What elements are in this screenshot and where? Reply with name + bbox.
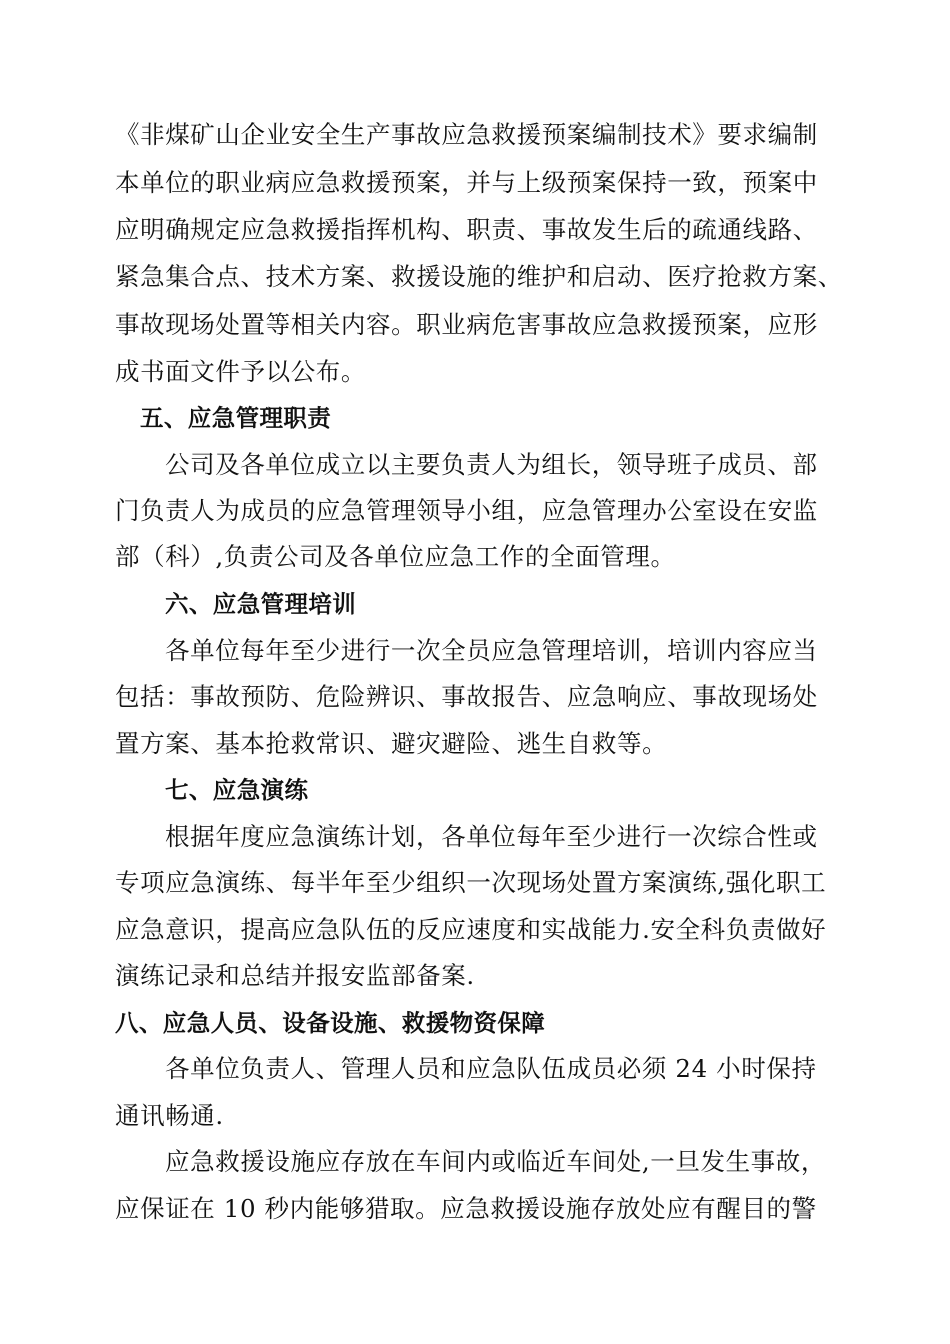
section-7-line-4: 演练记录和总结并报安监部备案. [115,961,475,990]
intro-line-3: 应明确规定应急救援指挥机构、职责、事故发生后的疏通线路、 [115,215,818,244]
intro-line-6: 成书面文件予以公布。 [115,357,366,386]
section-6-line-3: 置方案、基本抢救常识、避灾避险、逃生自救等。 [115,729,668,758]
section-5-line-2: 门负责人为成员的应急管理领导小组，应急管理办公室设在安监 [115,496,818,525]
intro-line-4: 紧急集合点、技术方案、救援设施的维护和启动、医疗抢救方案、 [115,262,843,291]
section-7-heading: 七、应急演练 [165,776,309,804]
section-5-line-3: 部（科）,负责公司及各单位应急工作的全面管理。 [115,542,676,571]
section-6-line-2: 包括：事故预防、危险辨识、事故报告、应急响应、事故现场处 [115,682,818,711]
section-6-line-1: 各单位每年至少进行一次全员应急管理培训，培训内容应当 [165,636,818,665]
section-6-heading: 六、应急管理培训 [165,590,357,618]
section-8-para2-line-2: 应保证在 10 秒内能够猎取。应急救援设施存放处应有醒目的警 [115,1194,817,1223]
section-8-para2-line-1: 应急救援设施应存放在车间内或临近车间处,一旦发生事故， [165,1147,826,1176]
section-7-line-1: 根据年度应急演练计划，各单位每年至少进行一次综合性或 [165,822,818,851]
section-7-line-2: 专项应急演练、每半年至少组织一次现场处置方案演练,强化职工 [115,868,827,897]
intro-line-2: 本单位的职业病应急救援预案，并与上级预案保持一致，预案中 [115,168,818,197]
section-5-heading: 五、应急管理职责 [140,404,332,432]
intro-line-5: 事故现场处置等相关内容。职业病危害事故应急救援预案，应形 [115,310,818,339]
section-8-para1-line-2: 通讯畅通. [115,1101,224,1130]
section-8-heading: 八、应急人员、设备设施、救援物资保障 [115,1009,546,1037]
section-5-line-1: 公司及各单位成立以主要负责人为组长，领导班子成员、部 [165,450,818,479]
intro-line-1: 《非煤矿山企业安全生产事故应急救援预案编制技术》要求编制 [115,120,818,149]
section-8-para1-line-1: 各单位负责人、管理人员和应急队伍成员必须 24 小时保持 [165,1054,817,1083]
section-7-line-3: 应急意识，提高应急队伍的反应速度和实战能力.安全科负责做好 [115,915,827,944]
